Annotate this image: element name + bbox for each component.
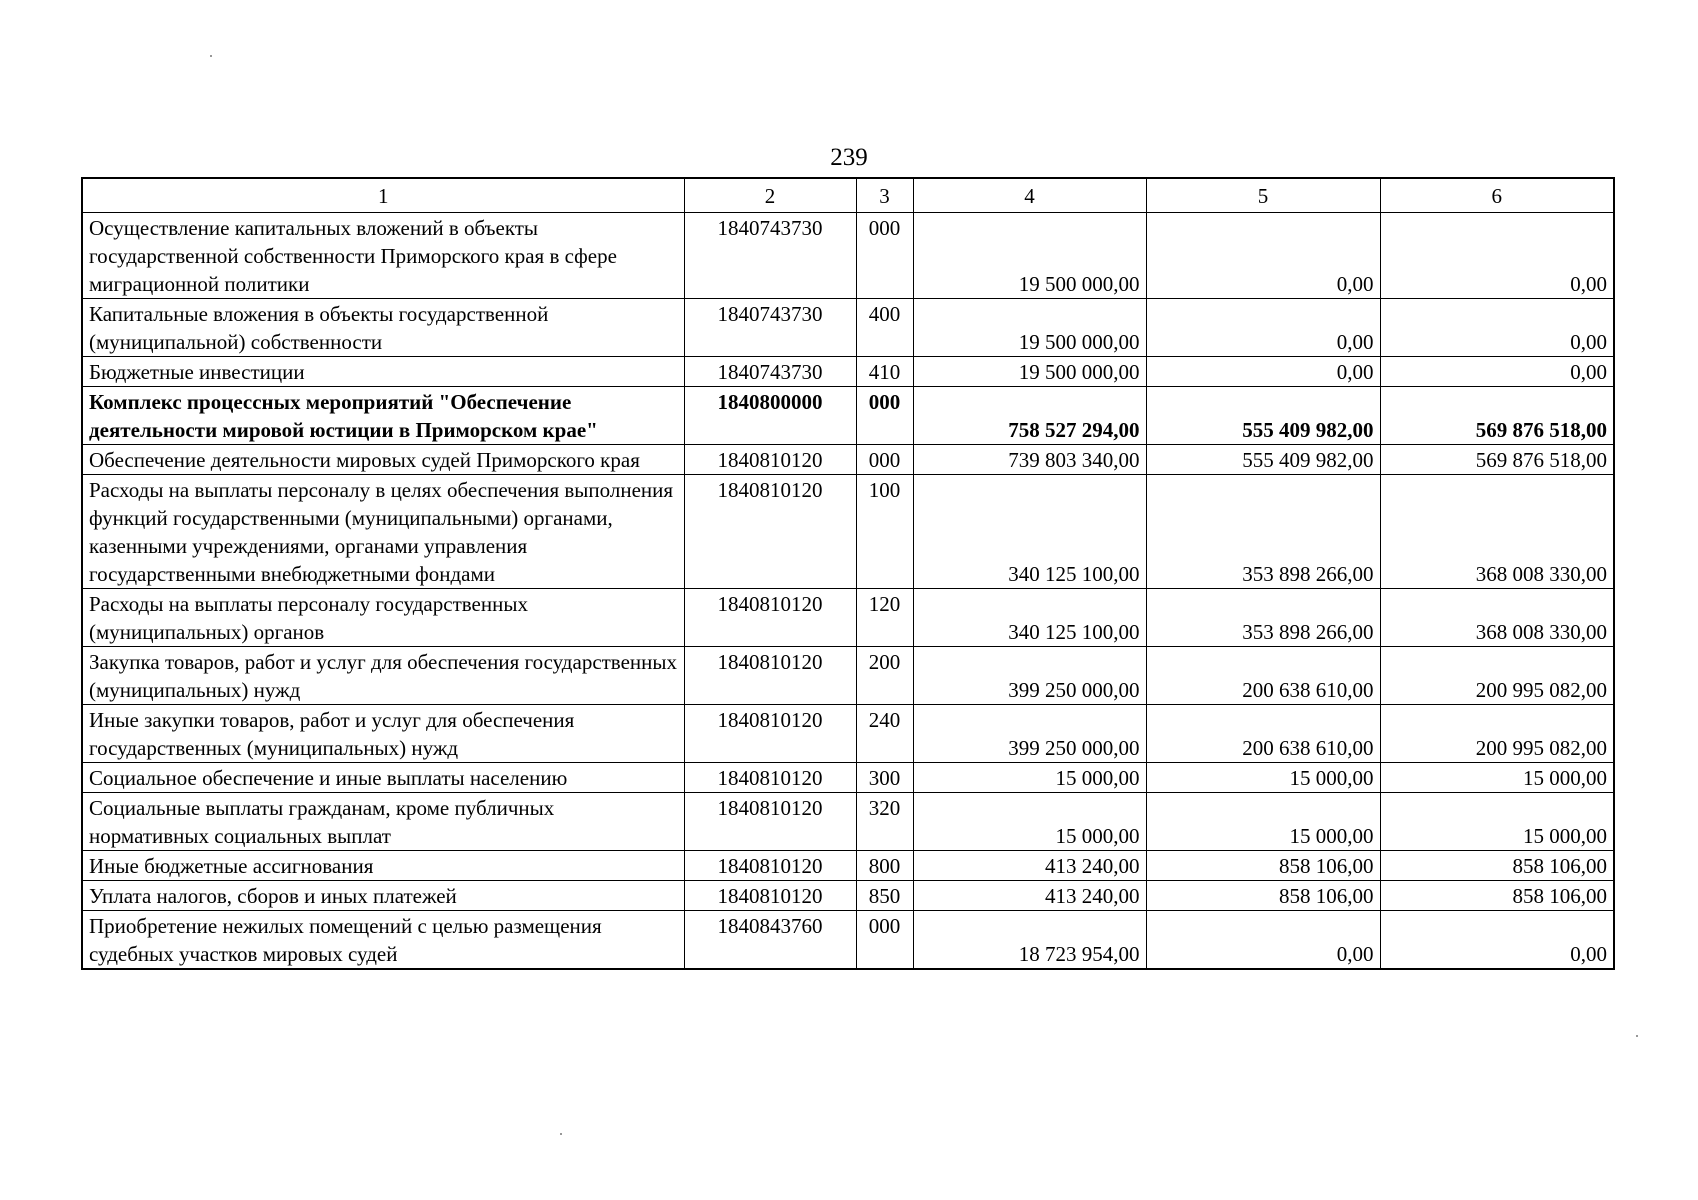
row-target-code: 1840843760	[684, 911, 856, 970]
row-name: Обеспечение деятельности мировых судей Приморского края	[82, 445, 684, 475]
row-amount-col5: 0,00	[1146, 911, 1380, 970]
scan-speck	[560, 1133, 562, 1135]
row-target-code: 1840810120	[684, 793, 856, 851]
row-name: Закупка товаров, работ и услуг для обеспечения государственных (муниципальных) нужд	[82, 647, 684, 705]
row-amount-col5: 15 000,00	[1146, 793, 1380, 851]
row-amount-col4: 758 527 294,00	[913, 387, 1146, 445]
row-expense-type: 000	[856, 911, 913, 970]
row-amount-col6: 858 106,00	[1380, 881, 1614, 911]
row-expense-type: 300	[856, 763, 913, 793]
row-amount-col6: 200 995 082,00	[1380, 647, 1614, 705]
row-expense-type: 320	[856, 793, 913, 851]
row-amount-col4: 399 250 000,00	[913, 647, 1146, 705]
header-col-3: 3	[856, 178, 913, 213]
row-name: Осуществление капитальных вложений в объекты государственной собственности Приморского края в сфере миграционной политики	[82, 213, 684, 299]
row-amount-col6: 0,00	[1380, 299, 1614, 357]
row-amount-col6: 368 008 330,00	[1380, 589, 1614, 647]
row-name: Расходы на выплаты персоналу в целях обеспечения выполнения функций государственными (муниципальными) органами, казенными учреждениями, органами управления государственными внебюджетными фондами	[82, 475, 684, 589]
header-col-4: 4	[913, 178, 1146, 213]
row-target-code: 1840743730	[684, 213, 856, 299]
row-amount-col6: 200 995 082,00	[1380, 705, 1614, 763]
row-expense-type: 850	[856, 881, 913, 911]
row-amount-col6: 368 008 330,00	[1380, 475, 1614, 589]
row-target-code: 1840810120	[684, 705, 856, 763]
table-row	[82, 851, 1614, 881]
row-name: Капитальные вложения в объекты государственной (муниципальной) собственности	[82, 299, 684, 357]
row-target-code: 1840800000	[684, 387, 856, 445]
row-expense-type: 400	[856, 299, 913, 357]
row-amount-col6: 15 000,00	[1380, 793, 1614, 851]
row-target-code: 1840810120	[684, 475, 856, 589]
row-amount-col6: 858 106,00	[1380, 851, 1614, 881]
row-amount-col6: 0,00	[1380, 911, 1614, 970]
row-target-code: 1840810120	[684, 851, 856, 881]
row-name: Расходы на выплаты персоналу государственных (муниципальных) органов	[82, 589, 684, 647]
row-expense-type: 800	[856, 851, 913, 881]
row-amount-col4: 413 240,00	[913, 851, 1146, 881]
row-amount-col5: 858 106,00	[1146, 851, 1380, 881]
row-amount-col5: 0,00	[1146, 357, 1380, 387]
row-name: Социальные выплаты гражданам, кроме публичных нормативных социальных выплат	[82, 793, 684, 851]
row-amount-col4: 340 125 100,00	[913, 475, 1146, 589]
row-target-code: 1840743730	[684, 357, 856, 387]
table-row	[82, 299, 1614, 357]
row-expense-type: 410	[856, 357, 913, 387]
row-target-code: 1840810120	[684, 763, 856, 793]
row-amount-col5: 555 409 982,00	[1146, 445, 1380, 475]
budget-table	[81, 177, 1615, 970]
row-target-code: 1840810120	[684, 881, 856, 911]
row-amount-col5: 0,00	[1146, 213, 1380, 299]
row-name: Иные бюджетные ассигнования	[82, 851, 684, 881]
row-amount-col4: 340 125 100,00	[913, 589, 1146, 647]
row-amount-col4: 19 500 000,00	[913, 357, 1146, 387]
header-row	[82, 178, 1614, 213]
row-amount-col4: 15 000,00	[913, 793, 1146, 851]
row-expense-type: 100	[856, 475, 913, 589]
row-expense-type: 000	[856, 213, 913, 299]
row-amount-col6: 0,00	[1380, 357, 1614, 387]
row-amount-col4: 739 803 340,00	[913, 445, 1146, 475]
table-row	[82, 387, 1614, 445]
row-amount-col4: 19 500 000,00	[913, 213, 1146, 299]
table-row	[82, 357, 1614, 387]
row-target-code: 1840810120	[684, 589, 856, 647]
row-amount-col5: 858 106,00	[1146, 881, 1380, 911]
row-name: Приобретение нежилых помещений с целью размещения судебных участков мировых судей	[82, 911, 684, 970]
row-amount-col5: 15 000,00	[1146, 763, 1380, 793]
table-row	[82, 213, 1614, 299]
table-row	[82, 881, 1614, 911]
row-amount-col4: 18 723 954,00	[913, 911, 1146, 970]
row-target-code: 1840810120	[684, 647, 856, 705]
header-col-1: 1	[82, 178, 684, 213]
scan-speck	[1636, 1035, 1638, 1037]
table-row	[82, 647, 1614, 705]
row-expense-type: 000	[856, 445, 913, 475]
row-amount-col6: 569 876 518,00	[1380, 387, 1614, 445]
row-amount-col5: 0,00	[1146, 299, 1380, 357]
table-row	[82, 911, 1614, 970]
row-amount-col5: 200 638 610,00	[1146, 647, 1380, 705]
table-row	[82, 589, 1614, 647]
row-name: Бюджетные инвестиции	[82, 357, 684, 387]
row-amount-col6: 0,00	[1380, 213, 1614, 299]
row-amount-col4: 15 000,00	[913, 763, 1146, 793]
row-name: Уплата налогов, сборов и иных платежей	[82, 881, 684, 911]
row-amount-col5: 353 898 266,00	[1146, 475, 1380, 589]
table-row	[82, 475, 1614, 589]
page-number: 239	[830, 144, 868, 171]
row-expense-type: 000	[856, 387, 913, 445]
row-amount-col5: 353 898 266,00	[1146, 589, 1380, 647]
row-amount-col4: 19 500 000,00	[913, 299, 1146, 357]
row-amount-col5: 555 409 982,00	[1146, 387, 1380, 445]
table-row	[82, 705, 1614, 763]
row-amount-col6: 569 876 518,00	[1380, 445, 1614, 475]
row-target-code: 1840743730	[684, 299, 856, 357]
table-row	[82, 763, 1614, 793]
header-col-6: 6	[1380, 178, 1614, 213]
scan-speck	[210, 55, 212, 57]
row-expense-type: 200	[856, 647, 913, 705]
row-name: Комплекс процессных мероприятий "Обеспечение деятельности мировой юстиции в Приморском крае"	[82, 387, 684, 445]
row-target-code: 1840810120	[684, 445, 856, 475]
table-row	[82, 793, 1614, 851]
row-expense-type: 120	[856, 589, 913, 647]
header-col-5: 5	[1146, 178, 1380, 213]
row-amount-col6: 15 000,00	[1380, 763, 1614, 793]
header-col-2: 2	[684, 178, 856, 213]
row-expense-type: 240	[856, 705, 913, 763]
row-name: Иные закупки товаров, работ и услуг для обеспечения государственных (муниципальных) нужд	[82, 705, 684, 763]
row-amount-col4: 399 250 000,00	[913, 705, 1146, 763]
row-amount-col4: 413 240,00	[913, 881, 1146, 911]
row-name: Социальное обеспечение и иные выплаты населению	[82, 763, 684, 793]
table-row	[82, 445, 1614, 475]
row-amount-col5: 200 638 610,00	[1146, 705, 1380, 763]
